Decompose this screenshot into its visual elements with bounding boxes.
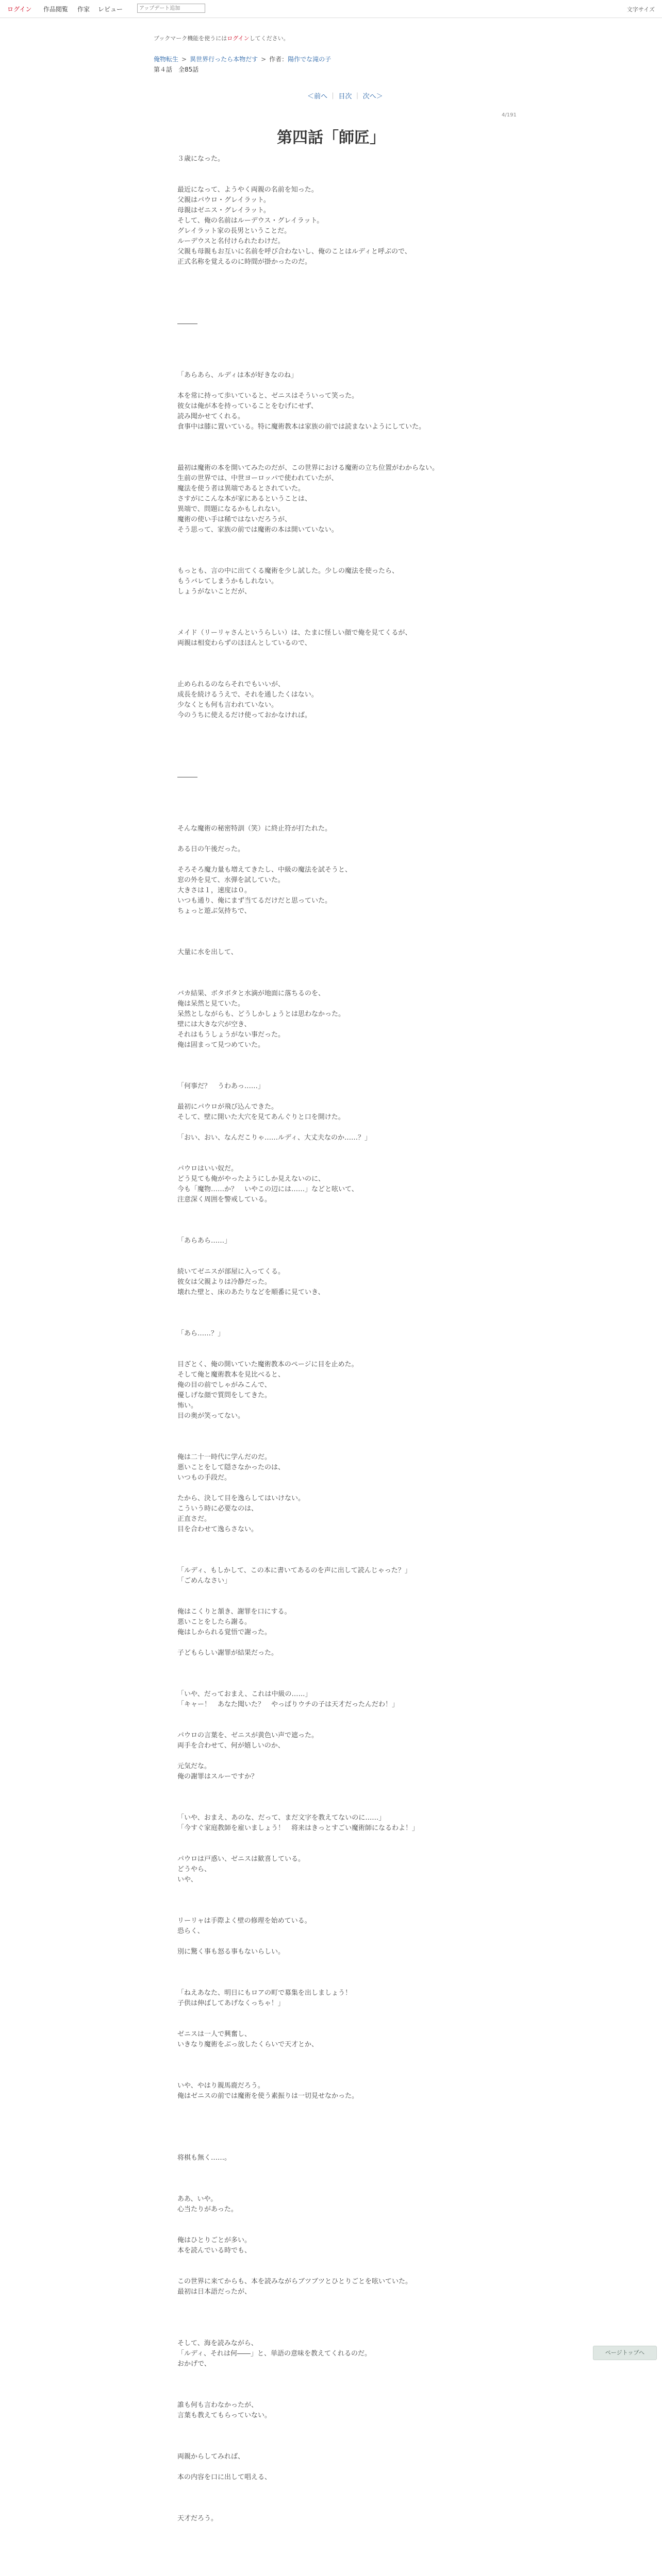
body-paragraph [177,1597,485,1607]
body-paragraph: どう見ても俺がやったようにしか見えないのに、 [177,1175,325,1183]
body-paragraph: グレイラット家の長男ということだ。 [177,227,291,235]
chapter-count: 4/191 [502,112,517,118]
body-paragraph [177,1844,485,1854]
body-paragraph [177,298,485,309]
body-paragraph [177,267,485,278]
body-paragraph [177,721,485,731]
body-paragraph [177,2060,485,2071]
body-paragraph [177,1154,485,1164]
body-paragraph [177,2132,485,2143]
body-paragraph [177,803,485,814]
body-paragraph [177,546,485,556]
body-paragraph: 食事中は膝に置いている。特に魔術教本は家族の前では読まないようにしていた。 [177,423,426,431]
body-paragraph: 「いや、だっておまえ、これは中級の……」 [177,1690,312,1698]
pager-separator: ｜ [329,93,337,100]
body-paragraph [177,2266,485,2277]
body-paragraph: こういう時に必要なのは、 [177,1505,258,1513]
body-paragraph: ――― [177,773,197,781]
body-paragraph: メイド（リーリャさんというらしい）は、たまに怪しい顔で俺を見てくるが、 [177,629,412,637]
body-paragraph [177,1803,485,1813]
body-paragraph [177,1978,485,1988]
body-paragraph [177,2318,485,2328]
body-paragraph [177,2421,485,2431]
body-paragraph [177,1205,485,1215]
body-paragraph: 大きさは１，速度は０。 [177,887,252,894]
body-paragraph: ある日の午後だった。 [177,845,245,853]
breadcrumb-work[interactable]: 異世界行ったら本物だす [190,56,258,63]
body-paragraph: 両親は相変わらずのほほんとしているので、 [177,639,311,647]
body-paragraph: いつもの手段だ。 [177,1474,231,1482]
chapter-title: 第四話「師匠」 [277,129,385,147]
body-paragraph: 父親はパウロ・グレイラット。 [177,196,270,204]
breadcrumb-category[interactable]: 俺物転生 [154,56,179,63]
font-size-link[interactable]: 文字サイズ [626,6,655,13]
body-paragraph: そう思って、家族の前では魔術の本は開いていない。 [177,526,338,534]
body-paragraph [177,1050,485,1061]
body-paragraph [177,814,485,824]
body-paragraph [177,1658,485,1669]
body-paragraph [177,2462,485,2472]
body-paragraph [177,1226,485,1236]
body-paragraph: 正式名称を覚えるのに時間が掛かったのだ。 [177,258,312,266]
body-paragraph: 「いや、おまえ、あのな、だって、まだ文字を教えてないのに……」 [177,1814,386,1822]
body-paragraph [177,340,485,350]
top-bar [0,0,662,18]
body-paragraph [177,752,485,762]
body-paragraph: 俺は呆然と見ていた。 [177,1000,245,1008]
body-paragraph: ああ、いや。 [177,2195,218,2203]
pager-separator: ｜ [354,93,361,100]
body-paragraph [177,2215,485,2225]
body-paragraph [177,2390,485,2400]
body-paragraph [177,2009,485,2019]
body-paragraph: 正直さだ。 [177,1515,211,1523]
body-paragraph [177,1092,485,1102]
body-paragraph [177,329,485,340]
body-paragraph: そして、俺の名前はルーデウス・グレイラット。 [177,217,324,225]
body-paragraph [177,1061,485,1071]
body-paragraph [177,1968,485,1978]
next-chapter-link[interactable]: 次へ＞ [362,93,383,100]
body-paragraph [177,597,485,607]
body-paragraph [177,1215,485,1226]
body-paragraph: それはもうしょうがない事だった。 [177,1031,285,1039]
body-paragraph: 少なくとも何も言われていない。 [177,701,278,709]
body-paragraph: 魔法を使う者は異端であるとされていた。 [177,485,305,493]
body-paragraph [177,288,485,298]
body-paragraph: 窓の外を見て、水弾を試していた。 [177,876,285,884]
body-paragraph [177,917,485,927]
body-paragraph: たから、決して目を逸らしてはいけない。 [177,1495,305,1502]
body-paragraph [177,618,485,628]
body-paragraph: 元気だな。 [177,1762,211,1770]
chapter-number: 第４話 全85話 [154,66,199,73]
body-paragraph: いきなり魔術をぶっ放したくらいで天才とか、 [177,2041,319,2048]
body-paragraph [177,278,485,288]
body-paragraph: 目の奥が笑ってない。 [177,1412,245,1420]
body-paragraph: ゼニスは一人で興奮し、 [177,2030,252,2038]
body-paragraph [177,669,485,680]
body-paragraph: 「今すぐ家庭教師を雇いましょう！ 将来はきっとすごい魔術師になるわよ！」 [177,1824,419,1832]
body-paragraph: バカ結果、ボタボタと水滴が地面に落ちるのを、 [177,990,325,997]
body-paragraph [177,2102,485,2112]
body-paragraph [177,2483,485,2493]
body-paragraph [177,381,485,391]
body-paragraph [177,1957,485,1968]
body-paragraph [177,793,485,803]
body-paragraph: 俺はひとりごとが多い。 [177,2236,252,2244]
body-paragraph [177,1123,485,1133]
body-paragraph: 目を合わせて逸らさない。 [177,1526,258,1533]
body-paragraph [177,309,485,319]
body-paragraph [177,1339,485,1349]
body-paragraph: 「あらあら……」 [177,1237,231,1245]
body-paragraph: この世界に来てからも、本を読みながらブツブツとひとりごとを呟いていた。 [177,2278,412,2285]
body-paragraph: 止められるのならそれでもいいが、 [177,681,285,688]
body-paragraph: 大量に水を出して、 [177,948,238,956]
body-paragraph [177,453,485,463]
body-paragraph [177,1834,485,1844]
body-paragraph [177,2112,485,2122]
body-paragraph: 両親からしてみれば、 [177,2453,245,2461]
body-paragraph [177,443,485,453]
body-paragraph [177,1720,485,1731]
body-paragraph: 将棋も無く……。 [177,2154,231,2162]
body-paragraph [177,741,485,752]
body-paragraph [177,1349,485,1360]
body-paragraph [177,2565,485,2575]
body-paragraph: 俺の謝罪はスルーですか？ [177,1773,258,1781]
body-paragraph: ちょっと遊ぶ気持ちで、 [177,907,251,915]
body-paragraph [177,2431,485,2442]
body-paragraph [177,1483,485,1494]
body-paragraph [177,1298,485,1308]
body-paragraph [177,2503,485,2514]
body-paragraph: 心当たりがあった。 [177,2206,238,2213]
body-paragraph [177,783,485,793]
body-paragraph: 俺はしかられる覚悟で謝った。 [177,1629,272,1636]
body-paragraph [177,731,485,741]
body-paragraph [177,1885,485,1895]
body-paragraph [177,927,485,937]
body-paragraph [177,649,485,659]
body-paragraph: 俺は二十一時代に学んだのだ。 [177,1453,272,1461]
body-paragraph [177,1535,485,1545]
body-paragraph: さすがにこんな本が家にあるということは、 [177,495,312,503]
body-paragraph [177,2163,485,2174]
body-paragraph [177,1751,485,1761]
body-paragraph: 本を読んでいる時でも、 [177,2247,252,2255]
body-paragraph: そして、海を読みながら、 [177,2340,258,2347]
body-paragraph [177,2328,485,2338]
body-paragraph [177,855,485,865]
body-paragraph: 「おい、おい、なんだこりゃ……ルディ、大丈夫なのか……？」 [177,1134,371,1142]
body-paragraph: パウロは戸惑い、ゼニスは歓喜している。 [177,1855,305,1863]
body-paragraph [177,1071,485,1081]
body-paragraph [177,1679,485,1689]
body-paragraph: 父親も母親もお互いに名前を呼び合わないし、俺のことはルディと呼ぶので、 [177,248,411,256]
breadcrumb [154,55,331,63]
body-paragraph: 両手を合わせて、何が嬉しいのか、 [177,1742,285,1750]
bookmark-notice [154,34,289,42]
body-paragraph [177,1318,485,1329]
body-paragraph: 別に驚く事も怒る事もないらしい。 [177,1948,285,1956]
page-top-button[interactable]: ページトップへ [593,2346,657,2360]
body-paragraph: ――― [177,320,197,328]
body-paragraph: 続いてゼニスが部屋に入ってくる。 [177,1268,285,1276]
body-paragraph: 「あら……？」 [177,1330,225,1337]
body-paragraph: 本の内容を口に出して唱える、 [177,2473,272,2481]
body-paragraph [177,2442,485,2452]
body-paragraph: 最初は魔術の本を開いてみたのだが、この世界における魔術の立ち位置がわからない。 [177,464,439,472]
body-paragraph: 注意深く周囲を警戒している。 [177,1196,272,1204]
body-paragraph: 俺はゼニスの前では魔術を使う素振りは一切見せなかった。 [177,2092,359,2100]
body-paragraph [177,2019,485,2029]
breadcrumb-separator: > [261,56,267,63]
body-paragraph: 最初は日本語だったが、 [177,2288,252,2296]
body-paragraph: 母親はゼニス・グレイラット。 [177,207,270,214]
body-paragraph: 恐らく、 [177,1927,204,1935]
body-paragraph [177,834,485,844]
body-paragraph [177,937,485,947]
body-paragraph [177,2122,485,2132]
body-paragraph [177,2369,485,2380]
body-paragraph [177,2184,485,2194]
body-paragraph: ルーデウスと名付けられたわけだ。 [177,238,285,245]
body-paragraph: そして俺と魔術教本を見比べると、 [177,1371,285,1379]
body-paragraph: 誰も何も言わなかったが、 [177,2401,258,2409]
body-paragraph [177,2534,485,2545]
body-paragraph: 優しげな顔で質問をしてきた。 [177,1392,272,1399]
breadcrumb-author[interactable]: 陽作でな滝の子 [288,56,332,63]
body-paragraph [177,2071,485,2081]
body-paragraph: しょうがないことだが、 [177,588,252,596]
review-link[interactable]: レビュー [98,6,123,13]
body-paragraph [177,2143,485,2153]
chapter-pager [307,91,383,100]
body-paragraph [177,2225,485,2235]
body-paragraph: 成長を続けるうえで、それを通したくはない。 [177,691,318,699]
body-paragraph: パウロはいい奴だ。 [177,1165,238,1173]
body-paragraph: 「ねえあなた、明日にもロアの町で募集を出しましょう！ [177,1989,352,1997]
body-paragraph [177,2050,485,2060]
body-paragraph: 本を常に持って歩いていると、ゼニスはそういって笑った。 [177,392,359,400]
body-paragraph [177,2493,485,2503]
body-paragraph [177,762,485,772]
body-paragraph: 悪いことをして隠さなかったのは、 [177,1464,285,1471]
body-paragraph: 壊れた壁と、床のあたりなどを順番に見ていき、 [177,1289,325,1296]
body-paragraph [177,1421,485,1432]
body-paragraph [177,1792,485,1803]
notice-login-link[interactable]: ログイン [227,35,250,42]
works-list-link[interactable]: 作品閲覧 [43,6,69,13]
body-paragraph: 子どもらしい謝罪が結果だった。 [177,1649,278,1657]
notice-suffix: してください。 [249,35,289,42]
body-paragraph: 目ざとく、俺の開いていた魔術教本のページに目を止めた。 [177,1361,358,1368]
login-link[interactable]: ログイン [7,6,32,13]
body-paragraph [177,360,485,370]
prev-chapter-link[interactable]: ＜前へ [307,93,328,100]
breadcrumb-separator: > [181,56,187,63]
body-paragraph: 子供は伸ばしてあげなくっちゃ！」 [177,1999,285,2007]
body-paragraph: 最初にパウロが飛び込んできた。 [177,1103,278,1111]
body-paragraph: 怖い。 [177,1402,198,1410]
body-paragraph: 天才だろう。 [177,2515,218,2522]
body-paragraph [177,1937,485,1947]
body-paragraph [177,1257,485,1267]
body-paragraph: 俺の目の前でしゃがみこんで、 [177,1381,271,1389]
body-paragraph: 今も「魔物……か？ いやこの辺には……」などと呟いて、 [177,1185,358,1193]
body-paragraph: 今のうちに使えるだけ使っておかなければ。 [177,711,312,719]
body-paragraph [177,2524,485,2534]
body-paragraph: もうバレてしまうかもしれない。 [177,578,278,585]
breadcrumb-author-label: 作者： [269,56,288,63]
body-paragraph: 壁には大きな穴が空き、 [177,1021,251,1028]
body-paragraph: 「何事だ？ うわあっ……」 [177,1082,264,1090]
body-paragraph: 「ルディ、それは何――」と、単語の意味を教えてくれるのだ。 [177,2350,371,2358]
body-paragraph: パウロの言葉を、ゼニスが黄色い声で遮った。 [177,1732,319,1739]
body-paragraph [177,2308,485,2318]
body-paragraph [177,1669,485,1679]
body-paragraph: そんな魔術の秘密特訓（笑）に終止符が打たれた。 [177,825,332,833]
body-paragraph [177,1710,485,1720]
body-paragraph: そろそろ魔力量も増えてきたし、中級の魔法を試そうと、 [177,866,352,874]
body-paragraph: 魔術の使い手は稀ではないだろうが、 [177,516,292,523]
body-paragraph [177,1432,485,1442]
body-paragraph: 彼女は俺が本を持っていることをむげにせず、 [177,402,318,410]
body-paragraph [177,968,485,978]
body-paragraph: 生前の世界では、中世ヨーロッパで使われていたが、 [177,474,338,482]
body-paragraph: 読み聞かせてくれる。 [177,413,245,420]
body-paragraph [177,164,485,175]
body-paragraph [177,2256,485,2266]
body-paragraph: 「あらあら、ルディは本が好きなのね」 [177,371,297,379]
body-paragraph [177,1442,485,1452]
body-paragraph [177,978,485,989]
body-paragraph [177,556,485,566]
body-paragraph: 彼女は父親よりは冷静だった。 [177,1278,272,1286]
body-paragraph [177,958,485,968]
body-paragraph: そして、壁に開いた大穴を見てあんぐりと口を開けた。 [177,1113,345,1121]
body-paragraph: 「ごめんなさい」 [177,1577,231,1585]
body-paragraph [177,2380,485,2390]
body-paragraph: 「ルディ、もしかして、この本に書いてあるのを声に出して読んじゃった？」 [177,1567,411,1574]
body-paragraph [177,2545,485,2555]
body-paragraph: 「キャー！ あなた聞いた？ やっぱりウチの子は天才だったんだわ！」 [177,1701,399,1708]
body-paragraph: いや、やはり親馬鹿だろう。 [177,2082,264,2090]
body-paragraph [177,2174,485,2184]
body-paragraph: 最近になって、ようやく両親の名前を知った。 [177,186,318,194]
body-paragraph [177,1308,485,1318]
body-paragraph [177,350,485,360]
body-paragraph: どうやら、 [177,1866,211,1873]
body-paragraph: 言葉も教えてもらっていない。 [177,2412,272,2419]
body-paragraph: 俺は固まって見つめていた。 [177,1041,265,1049]
body-paragraph [177,432,485,443]
body-paragraph: リーリャは手際よく壁の修理を始めている。 [177,1917,311,1925]
body-paragraph: もっとも、言の中に出てくる魔術を少し試した。少しの魔法を使ったら、 [177,567,399,575]
body-paragraph [177,1906,485,1916]
body-paragraph [177,1782,485,1792]
body-paragraph [177,2297,485,2308]
body-paragraph [177,659,485,669]
body-paragraph: いつも通り、俺にまず当てるだけだと思っていた。 [177,897,332,905]
table-of-contents-link[interactable]: 目次 [338,93,352,100]
body-paragraph [177,1545,485,1555]
body-paragraph: おかげで、 [177,2360,211,2368]
body-paragraph [177,535,485,546]
body-paragraph [177,1246,485,1257]
novel-body [177,154,485,2576]
body-paragraph: 悪いことをしたら謝る。 [177,1618,252,1626]
body-paragraph [177,1586,485,1597]
notice-prefix: ブックマーク機能を使うには [154,35,227,42]
body-paragraph: いや、 [177,1876,197,1884]
body-paragraph [177,1638,485,1648]
body-paragraph: 異端で、問題になるかもしれない。 [177,505,285,513]
body-paragraph: 俺はこくりと頷き、謝罪を口にする。 [177,1608,291,1616]
body-paragraph [177,1143,485,1154]
search-input[interactable] [137,4,205,13]
body-paragraph [177,1555,485,1566]
body-paragraph [177,175,485,185]
body-paragraph [177,1895,485,1906]
body-paragraph [177,607,485,618]
author-link[interactable]: 作家 [77,6,90,13]
body-paragraph: ３歳になった。 [177,155,225,163]
body-paragraph [177,2555,485,2565]
body-paragraph: 呆然としながらも、どうしかしょうとは思わなかった。 [177,1010,345,1018]
